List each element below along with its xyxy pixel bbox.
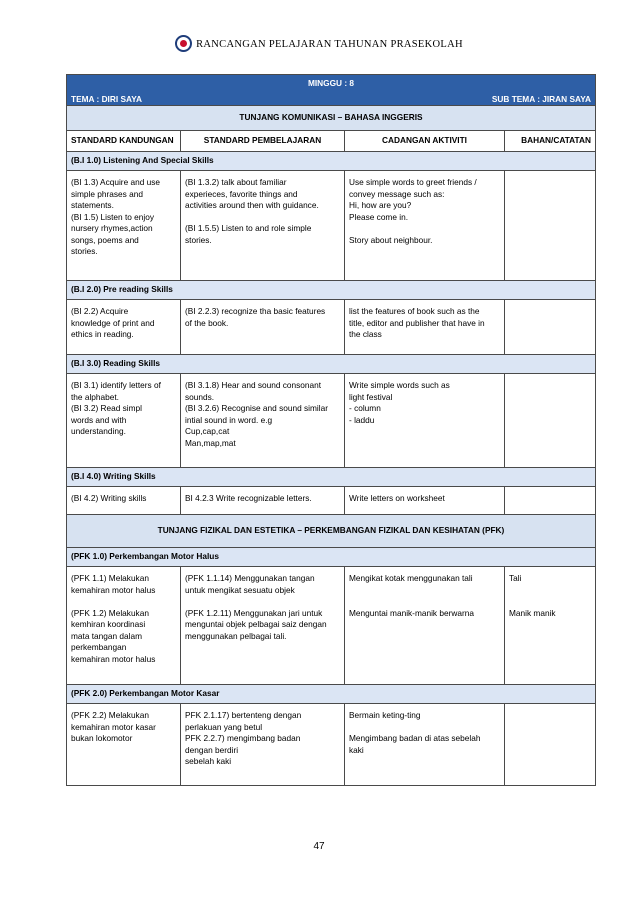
col-header-aktiviti: CADANGAN AKTIVITI xyxy=(345,131,505,152)
table-cell xyxy=(505,374,596,468)
section-header: (B.I 4.0) Writing Skills xyxy=(67,468,596,487)
table-cell: (PFK 1.1.14) Menggunakan tangan untuk mengikat sesuatu objek (PFK 1.2.11) Menggunakan jari untuk menguntai objek pelbagai saiz dengan menggunakan pelbagai tali. xyxy=(181,567,345,685)
table-cell: Tali Manik manik xyxy=(505,567,596,685)
table-cell: BI 4.2.3 Write recognizable letters. xyxy=(181,487,345,515)
page-number: 47 xyxy=(313,841,325,852)
tunjang-fizikal-row xyxy=(67,515,596,548)
table-cell xyxy=(505,300,596,355)
subtheme-label: SUB TEMA : JIRAN SAYA xyxy=(491,93,591,104)
table-cell: Write letters on worksheet xyxy=(345,487,505,515)
table-cell: (BI 1.3) Acquire and use simple phrases and statements. (BI 1.5) Listen to enjoy nursery rhymes,action songs, poems and stories. xyxy=(67,171,181,281)
table-row xyxy=(67,704,596,786)
lesson-plan-table xyxy=(66,74,596,786)
theme-label: TEMA : DIRI SAYA xyxy=(71,93,142,104)
table-cell: Mengikat kotak menggunakan tali Menguntai manik-manik berwarna xyxy=(345,567,505,685)
table-cell: PFK 2.1.17) bertenteng dengan perlakuan yang betul PFK 2.2.7) mengimbang badan dengan berdiri sebelah kaki xyxy=(181,704,345,786)
table-cell xyxy=(505,171,596,281)
section-header: (B.I 3.0) Reading Skills xyxy=(67,355,596,374)
section-header: (B.I 2.0) Pre reading Skills xyxy=(67,281,596,300)
page-header xyxy=(0,36,638,53)
table-cell: (PFK 1.1) Melakukan kemahiran motor halus (PFK 1.2) Melakukan kemhiran koordinasi mata tangan dalam perkembangan kemahiran motor halus xyxy=(67,567,181,685)
table-cell: (BI 2.2.3) recognize tha basic features of the book. xyxy=(181,300,345,355)
col-header-bahan: BAHAN/CATATAN xyxy=(505,131,596,152)
table-cell: (PFK 2.2) Melakukan kemahiran motor kasar bukan lokomotor xyxy=(67,704,181,786)
column-header-row xyxy=(67,131,596,152)
tunjang-fizikal: TUNJANG FIZIKAL DAN ESTETIKA – PERKEMBANGAN FIZIKAL DAN KESIHATAN (PFK) xyxy=(67,515,596,548)
header-title: RANCANGAN PELAJARAN TAHUNAN PRASEKOLAH xyxy=(196,38,463,50)
ministry-logo-icon xyxy=(175,35,192,52)
table-row xyxy=(67,487,596,515)
table-row xyxy=(67,171,596,281)
tunjang-komunikasi: TUNJANG KOMUNIKASI – BAHASA INGGERIS xyxy=(67,106,596,131)
table-row xyxy=(67,374,596,468)
table-cell: list the features of book such as the title, editor and publisher that have in the class xyxy=(345,300,505,355)
table-cell: (BI 3.1.8) Hear and sound consonant sounds. (BI 3.2.6) Recognise and sound similar intial sound in word. e.g Cup,cap,cat Man,map,mat xyxy=(181,374,345,468)
table-cell: Write simple words such as light festival - column - laddu xyxy=(345,374,505,468)
table-cell xyxy=(505,487,596,515)
table-cell: Use simple words to greet friends / convey message such as: Hi, how are you? Please come in. Story about neighbour. xyxy=(345,171,505,281)
table-cell: (BI 2.2) Acquire knowledge of print and ethics in reading. xyxy=(67,300,181,355)
section-header: (PFK 1.0) Perkembangan Motor Halus xyxy=(67,548,596,567)
table-cell: (BI 1.3.2) talk about familiar experieces, favorite things and activities around then with guidance. (BI 1.5.5) Listen to and role simple stories. xyxy=(181,171,345,281)
week-label: MINGGU : 8 xyxy=(307,78,355,88)
section-header: (PFK 2.0) Perkembangan Motor Kasar xyxy=(67,685,596,704)
table-cell xyxy=(505,704,596,786)
section-header: (B.I 1.0) Listening And Special Skills xyxy=(67,152,596,171)
table-row xyxy=(67,300,596,355)
col-header-kandungan: STANDARD KANDUNGAN xyxy=(67,131,181,152)
tunjang-komunikasi-row xyxy=(67,106,596,131)
table-cell: (BI 4.2) Writing skills xyxy=(67,487,181,515)
week-row xyxy=(67,75,596,106)
col-header-pembelajaran: STANDARD PEMBELAJARAN xyxy=(181,131,345,152)
table-cell: (BI 3.1) identify letters of the alphabet. (BI 3.2) Read simpl words and with understanding. xyxy=(67,374,181,468)
table-row xyxy=(67,567,596,685)
table-cell: Bermain keting-ting Mengimbang badan di atas sebelah kaki xyxy=(345,704,505,786)
